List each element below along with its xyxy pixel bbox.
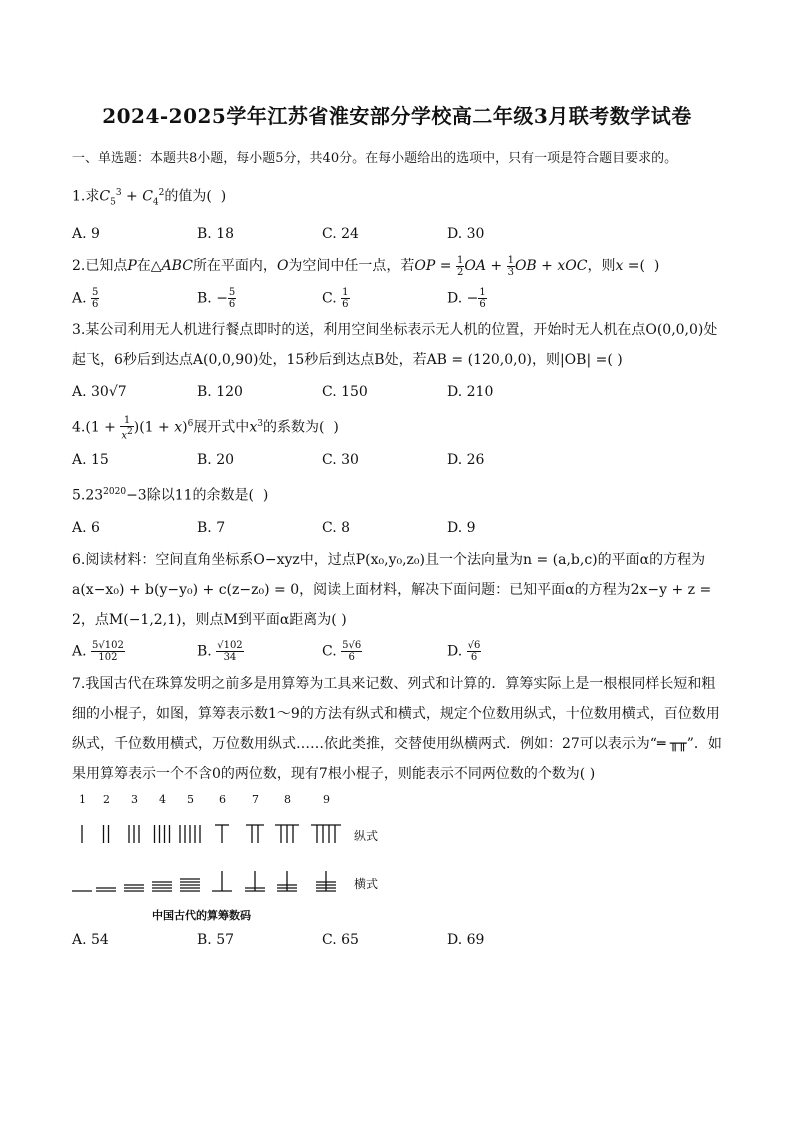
question-6-options <box>72 635 722 669</box>
option-a: A. 54 <box>72 931 109 948</box>
horizontal-form-label: 横式 <box>354 876 379 891</box>
figure-caption: 中国古代的算筹数码 <box>152 908 251 922</box>
option-c: C. 150 <box>322 384 368 401</box>
option-c: C. 24 <box>322 226 359 243</box>
option-c: C. 30 <box>322 452 359 469</box>
question-4-stem: 4.(1 + $\frac{1}{x^2}$ )$(1 + x)^6$展开式中$x^3$的系数为( ) <box>72 414 339 442</box>
option-a: A. $\frac{5}{6}$ <box>72 286 99 310</box>
rod-digit-label: 1 <box>79 792 86 806</box>
question-4-options <box>72 443 722 477</box>
exam-page <box>72 100 722 957</box>
counting-rods-diagram <box>72 793 412 923</box>
question-1-options <box>72 217 722 251</box>
option-a: A. $\frac{5√102}{102}$ <box>72 640 124 664</box>
option-d: D. 26 <box>447 452 485 469</box>
option-a: A. 30√7 <box>72 384 127 401</box>
question-7-options <box>72 923 722 957</box>
option-a: A. 6 <box>72 519 100 536</box>
question-2-stem: 2.已知点P在△ABC所在平面内，O为空间中任一点，若OP = $\frac{1}{2}$ OA + $\frac{1}{3}$ OB + xOC，则x =( ) <box>72 254 660 278</box>
option-c: C. 65 <box>322 931 359 948</box>
question-3-options <box>72 375 722 409</box>
page-title: 2024-2025学年江苏省淮安部分学校高二年级3月联考数学试卷 <box>102 104 692 128</box>
option-d: D. 210 <box>447 384 494 401</box>
option-b: B. 20 <box>197 452 235 469</box>
question-2-options <box>72 281 722 315</box>
option-d: D. 9 <box>447 519 476 536</box>
option-c: C. $\frac{5√6}{6}$ <box>322 640 362 664</box>
rod-digit-label: 6 <box>219 792 226 806</box>
option-b: B. 57 <box>197 931 235 948</box>
rod-digit-label: 8 <box>284 792 291 806</box>
rod-digit-label: 5 <box>187 792 194 806</box>
question-1-stem: 1.求$C_5^3 + C_4^2$的值为( ) <box>72 188 227 208</box>
section-heading: 一、单选题：本题共8小题，每小题5分，共40分。在每小题给出的选项中，只有一项是符合题目要求的。 <box>72 151 678 166</box>
option-c: C. $\frac{1}{6}$ <box>322 286 349 310</box>
option-b: B. 7 <box>197 519 226 536</box>
option-b: B. $\frac{√102}{34}$ <box>197 640 243 664</box>
question-3-stem: 3.某公司利用无人机进行餐点即时的送，利用空间坐标表示无人机的位置，开始时无人机在点O(0,0,0)处起飞，6秒后到达点A(0,0,90)处，15秒后到达点B处，若AB = (120,0,0)，则|OB| =( ) <box>72 322 718 369</box>
rod-digit-label: 2 <box>103 792 110 806</box>
question-5-stem: $5.23^{2020}-3$除以11的余数是( ) <box>72 487 269 504</box>
rod-digit-label: 3 <box>131 792 138 806</box>
rod-digit-label: 7 <box>252 792 259 806</box>
option-a: A. 9 <box>72 226 100 243</box>
option-b: B. 18 <box>197 226 235 243</box>
option-d: D. 69 <box>447 931 485 948</box>
rod-digit-label: 4 <box>159 792 166 806</box>
option-d: D. − $\frac{1}{6}$ <box>447 286 486 310</box>
option-d: D. 30 <box>447 226 485 243</box>
option-d: D. $\frac{√6}{6}$ <box>447 640 481 664</box>
question-5-options <box>72 511 722 545</box>
rod-digit-label: 9 <box>323 792 330 806</box>
option-b: B. 120 <box>197 384 243 401</box>
question-6-stem: 6.阅读材料：空间直角坐标系O−xyz中，过点P(x₀,y₀,z₀)且一个法向量为n = (a,b,c)的平面α的方程为a(x−x₀) + b(y−y₀) + c(z−z₀) = 0，阅读上面材料，解决下面问题：已知平面α的方程为2x−y + z = 2，点M(−1,2,1)，则点M到平面α距离为( ) <box>72 551 712 628</box>
question-7-stem: 7.我国古代在珠算发明之前多是用算筹为工具来记数、列式和计算的．算筹实际上是一根根同样长短和粗细的小棍子，如图，算筹表示数1～9的方法有纵式和横式，规定个位数用纵式，十位数用横式，百位数用纵式，千位数用横式，万位数用纵式……依此类推，交替使用纵横两式．例如：27可以表示为“═ ╥╥”．如果用算筹表示一个不含0的两位数，现有7根小棍子，则能表示不同两位数的个数为( ) <box>72 675 722 782</box>
option-b: B. − $\frac{5}{6}$ <box>197 286 236 310</box>
counting-rods-figure <box>72 793 412 923</box>
option-a: A. 15 <box>72 452 109 469</box>
vertical-form-label: 纵式 <box>354 828 379 843</box>
option-c: C. 8 <box>322 519 351 536</box>
